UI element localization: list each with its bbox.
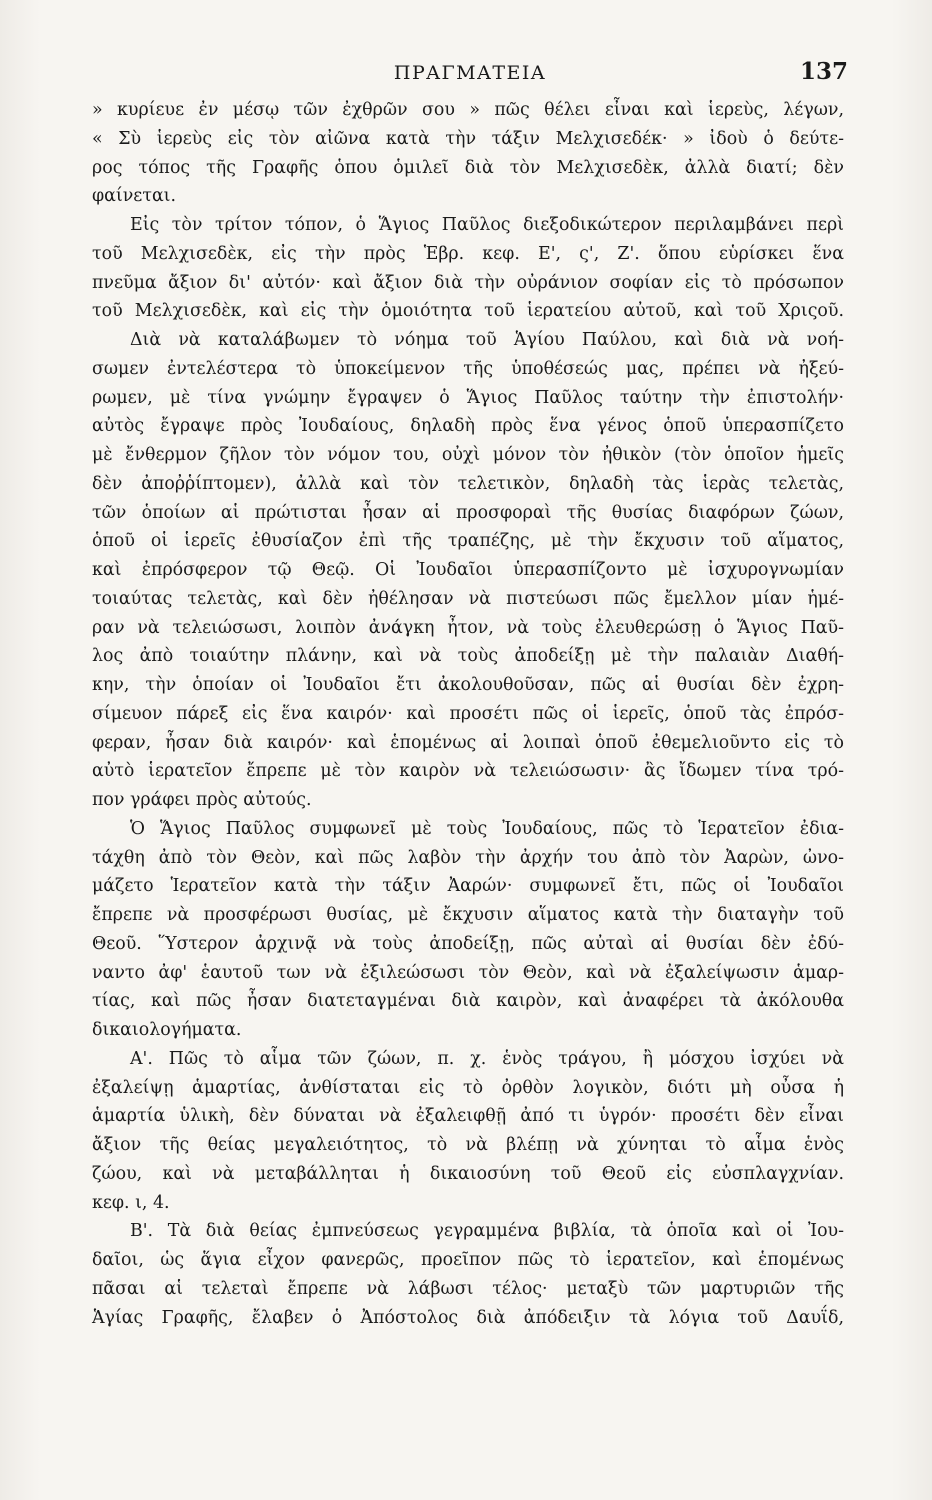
text-line: τίας, καὶ πῶς ἦσαν διατεταγμέναι διὰ καιρὸν, καὶ ἀναφέρει τὰ ἀκόλουθα xyxy=(92,991,844,1012)
text-line: κεφ. ι, 4. xyxy=(92,1192,170,1213)
text-line: μάζετο Ἱερατεῖον κατὰ τὴν τάξιν Ἀαρών· συμφωνεῖ ἔτι, πῶς οἱ Ἰουδαῖοι xyxy=(92,876,844,897)
text-line: Ἁγίας Γραφῆς, ἔλαβεν ὁ Ἀπόστολος διὰ ἀπόδειξιν τὰ λόγια τοῦ Δαυΐδ, xyxy=(92,1307,844,1328)
text-line: αὐτὸ ἱερατεῖον ἔπρεπε μὲ τὸν καιρὸν νὰ τελειώσωσιν· ἂς ἴδωμεν τίνα τρό- xyxy=(92,761,844,782)
text-line: φαίνεται. xyxy=(92,186,177,207)
text-line: πον γράφει πρὸς αὐτούς. xyxy=(92,790,312,810)
text-line: ἔπρεπε νὰ προσφέρωσι θυσίας, μὲ ἔκχυσιν αἵματος κατὰ τὴν διαταγὴν τοῦ xyxy=(92,905,844,925)
text-line: τῶν ὁποίων αἱ πρώτισται ἦσαν αἱ προσφοραὶ τῆς θυσίας διαφόρων ζώων, xyxy=(92,502,844,523)
text-line: ναντο ἀφ' ἑαυτοῦ των νὰ ἐξιλεώσωσι τὸν Θεὸν, καὶ νὰ ἐξαλείψωσιν ἁμαρ- xyxy=(92,962,844,983)
text-line: « Σὺ ἱερεὺς εἰς τὸν αἰῶνα κατὰ τὴν τάξιν Μελχισεδέκ· » ἰδοὺ ὁ δεύτε- xyxy=(92,128,844,149)
body-text xyxy=(92,96,844,1332)
text-line: τοιαύτας τελετὰς, καὶ δὲν ἠθέλησαν νὰ πιστεύωσι πῶς ἔμελλον μίαν ἡμέ- xyxy=(92,588,844,609)
text-line: δαῖοι, ὡς ἅγια εἶχον φανερῶς, προεῖπον πῶς τὸ ἱερατεῖον, καὶ ἑπομένως xyxy=(92,1250,844,1270)
text-line: τάχθη ἀπὸ τὸν Θεὸν, καὶ πῶς λαβὸν τὴν ἀρχήν του ἀπὸ τὸν Ἀαρὼν, ὠνο- xyxy=(92,847,844,868)
text-line: Ὁ Ἅγιος Παῦλος συμφωνεῖ μὲ τοὺς Ἰουδαίους, πῶς τὸ Ἱερατεῖον ἐδια- xyxy=(130,818,844,839)
text-line: Β'. Τὰ διὰ θείας ἐμπνεύσεως γεγραμμένα βιβλία, τὰ ὁποῖα καὶ οἱ Ἰου- xyxy=(130,1221,844,1242)
text-line: » κυρίευε ἐν μέσῳ τῶν ἐχθρῶν σου » πῶς θέλει εἶναι καὶ ἱερεὺς, λέγων, xyxy=(92,100,844,120)
text-line: δὲν ἀποῤῥίπτομεν), ἀλλὰ καὶ τὸν τελετικὸν, δηλαδὴ τὰς ἱερὰς τελετὰς, xyxy=(92,473,844,494)
text-line: σίμευον πάρεξ εἰς ἕνα καιρόν· καὶ προσέτι πῶς οἱ ἱερεῖς, ὁποῦ τὰς ἐπρόσ- xyxy=(92,703,844,724)
running-title: ΠΡΑΓΜΑΤΕΙΑ xyxy=(393,62,547,84)
text-line: σωμεν ἐντελέστερα τὸ ὑποκείμενον τῆς ὑποθέσεώς μας, πρέπει νὰ ἠξεύ- xyxy=(92,358,844,379)
text-line: ζώου, καὶ νὰ μεταβάλληται ἡ δικαιοσύνη τοῦ Θεοῦ εἰς εὐσπλαγχνίαν. xyxy=(92,1163,844,1184)
text-line: Διὰ νὰ καταλάβωμεν τὸ νόημα τοῦ Ἁγίου Παύλου, καὶ διὰ νὰ νοή- xyxy=(130,330,844,350)
text-line: ἄξιον τῆς θείας μεγαλειότητος, τὸ νὰ βλέπῃ νὰ χύνηται τὸ αἷμα ἑνὸς xyxy=(92,1135,844,1155)
text-line: φεραν, ἦσαν διὰ καιρόν· καὶ ἑπομένως αἱ λοιπαὶ ὁποῦ ἐθεμελιοῦντο εἰς τὸ xyxy=(92,732,844,753)
text-line: ἐξαλείψῃ ἁμαρτίας, ἀνθίσταται εἰς τὸ ὀρθὸν λογικὸν, διότι μὴ οὖσα ἡ xyxy=(92,1077,844,1098)
text-line: Εἰς τὸν τρίτον τόπον, ὁ Ἅγιος Παῦλος διεξοδικώτερον περιλαμβάνει περὶ xyxy=(130,215,844,235)
text-line: τοῦ Μελχισεδὲκ, εἰς τὴν πρὸς Ἑβρ. κεφ. Ε', ς', Ζ'. ὅπου εὑρίσκει ἕνα xyxy=(92,243,844,264)
text-line: καὶ ἐπρόσφερον τῷ Θεῷ. Οἱ Ἰουδαῖοι ὑπερασπίζοντο μὲ ἰσχυρογνωμίαν xyxy=(92,560,844,580)
text-line: πνεῦμα ἄξιον δι' αὐτόν· καὶ ἄξιον διὰ τὴν οὐράνιον σοφίαν εἰς τὸ πρόσωπον xyxy=(92,272,844,293)
text-line: δικαιολογήματα. xyxy=(92,1020,242,1040)
text-line: ὁποῦ οἱ ἱερεῖς ἐθυσίαζον ἐπὶ τῆς τραπέζης, μὲ τὴν ἔκχυσιν τοῦ αἵματος, xyxy=(92,531,844,552)
text-line: τοῦ Μελχισεδὲκ, καὶ εἰς τὴν ὁμοιότητα τοῦ ἱερατείου αὐτοῦ, καὶ τοῦ Χριςοῦ. xyxy=(92,301,844,322)
text-line: πᾶσαι αἱ τελεταὶ ἔπρεπε νὰ λάβωσι τέλος· μεταξὺ τῶν μαρτυριῶν τῆς xyxy=(92,1278,844,1299)
text-line: ρος τόπος τῆς Γραφῆς ὁπου ὁμιλεῖ διὰ τὸν Μελχισεδὲκ, ἀλλὰ διατί; δὲν xyxy=(92,157,844,178)
text-line: μὲ ἔνθερμον ζῆλον τὸν νόμον του, οὐχὶ μόνον τὸν ἠθικὸν (τὸν ὁποῖον ἡμεῖς xyxy=(92,445,844,465)
text-line: αὐτὸς ἔγραψε πρὸς Ἰουδαίους, δηλαδὴ πρὸς ἕνα γένος ὁποῦ ὑπερασπίζετο xyxy=(92,416,844,437)
text-line: λος ἀπὸ τοιαύτην πλάνην, καὶ νὰ τοὺς ἀποδείξῃ μὲ τὴν παλαιὰν Διαθή- xyxy=(92,646,844,667)
page-number: 137 xyxy=(799,58,848,85)
text-line: ρωμεν, μὲ τίνα γνώμην ἔγραψεν ὁ Ἅγιος Παῦλος ταύτην τὴν ἐπιστολήν· xyxy=(92,387,844,408)
text-line: Α'. Πῶς τὸ αἷμα τῶν ζώων, π. χ. ἑνὸς τράγου, ἢ μόσχου ἰσχύει νὰ xyxy=(130,1048,844,1069)
text-line: Θεοῦ. Ὕστερον ἀρχινᾷ νὰ τοὺς ἀποδείξῃ, πῶς αὐταὶ αἱ θυσίαι δὲν ἐδύ- xyxy=(92,933,844,954)
text-line: ἁμαρτία ὑλικὴ, δὲν δύναται νὰ ἐξαλειφθῇ ἀπό τι ὑγρόν· προσέτι δὲν εἶναι xyxy=(92,1106,844,1127)
page-header xyxy=(92,58,848,92)
text-line: ραν νὰ τελειώσωσι, λοιπὸν ἀνάγκη ἦτον, νὰ τοὺς ἐλευθερώσῃ ὁ Ἅγιος Παῦ- xyxy=(92,617,844,638)
text-line: κην, τὴν ὁποίαν οἱ Ἰουδαῖοι ἔτι ἀκολουθοῦσαν, πῶς αἱ θυσίαι δὲν ἐχρη- xyxy=(92,675,844,695)
